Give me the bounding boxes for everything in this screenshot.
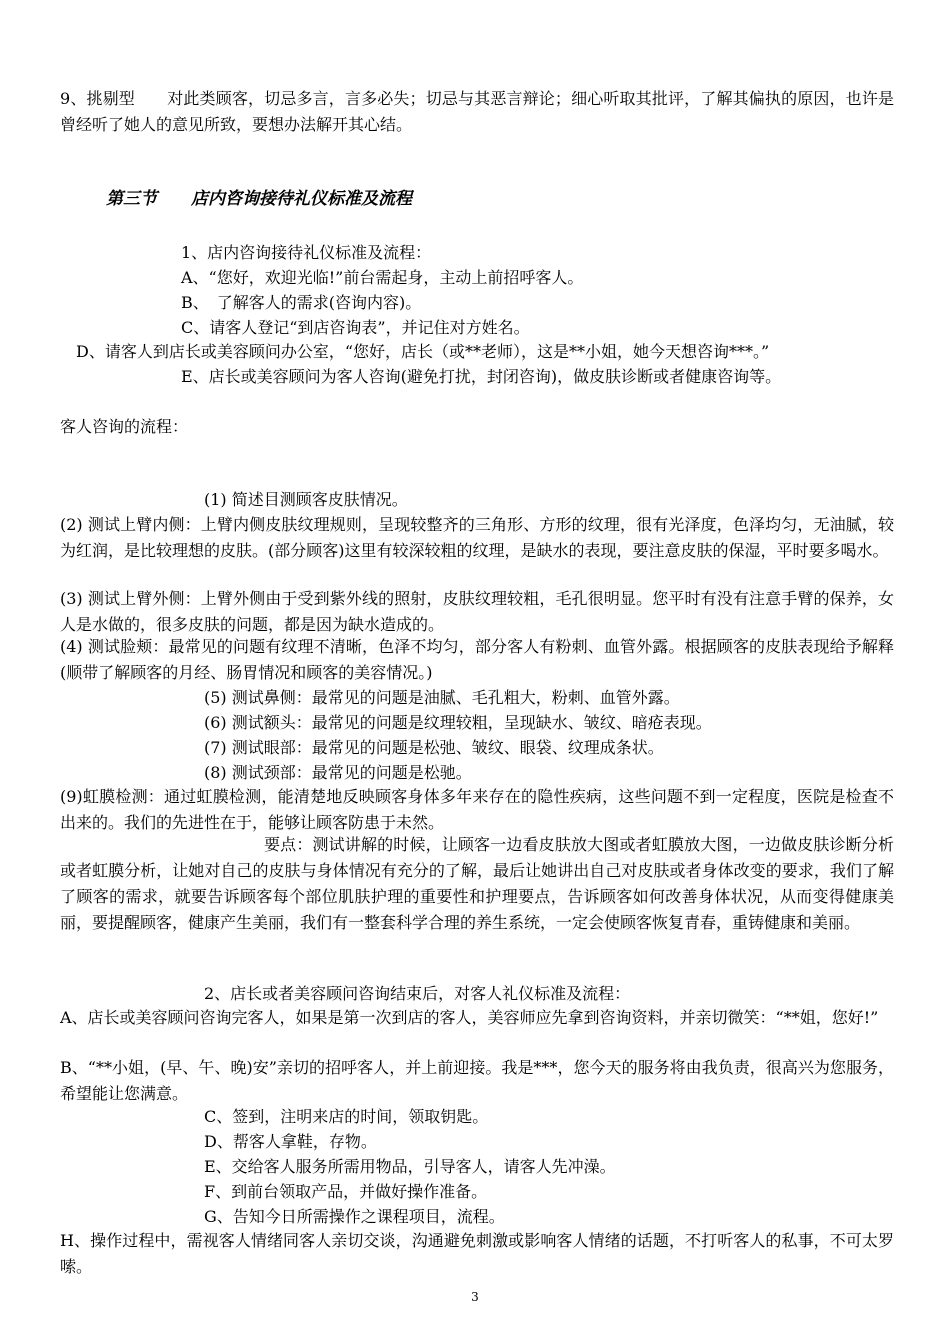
part2-item-g: G、告知今日所需操作之课程项目，流程。 (204, 1207, 505, 1226)
key-points-paragraph: 要点：测试讲解的时候，让顾客一边看皮肤放大图或者虹膜放大图，一边做皮肤诊断分析或者虹膜分析，让她对自己的皮肤与身体情况有充分的了解，最后让她讲出自己对皮肤或者身体改变的要求，我们了解了顾客的需求，就要告诉顾客每个部位肌肤护理的重要性和护理要点，告诉顾客如何改善身体状况，从而变得健康美丽，要提醒顾客，健康产生美丽，我们有一整套科学合理的养生系统，一定会使顾客恢复青春，重铸健康和美丽。 (60, 835, 894, 932)
flow-item-1: (1) 简述目测顾客皮肤情况。 (204, 490, 408, 509)
part2-item-a: A、店长或美容顾问咨询完客人，如果是第一次到店的客人，美容师应先拿到咨询资料，并亲切微笑：“**姐，您好!” (60, 1008, 879, 1027)
part1-item-c: C、请客人登记“到店咨询表”，并记住对方姓名。 (181, 318, 530, 337)
page-number: 3 (471, 1290, 479, 1304)
flow-item-7: (7) 测试眼部：最常见的问题是松弛、皱纹、眼袋、纹理成条状。 (204, 738, 664, 757)
part1-item-a: A、“您好，欢迎光临!”前台需起身，主动上前招呼客人。 (181, 268, 584, 287)
part1-item-b: B、 了解客人的需求(咨询内容)。 (181, 293, 422, 312)
flow-item-6: (6) 测试额头：最常见的问题是纹理较粗，呈现缺水、皱纹、暗疮表现。 (204, 713, 712, 732)
flow-title: 客人咨询的流程： (60, 417, 189, 436)
section-title: 第三节 店内咨询接待礼仪标准及流程 (106, 189, 412, 209)
part2-item-h: H、操作过程中，需视客人情绪同客人亲切交谈，沟通避免刺激或影响客人情绪的话题，不打听客人的私事，不可太罗嗦。 (60, 1231, 894, 1276)
part1-item-d: D、请客人到店长或美容顾问办公室，“您好，店长（或**老师），这是**小姐，她今天想咨询***。” (76, 342, 770, 361)
flow-item-3: (3) 测试上臂外侧：上臂外侧由于受到紫外线的照射，皮肤纹理较粗，毛孔很明显。您平时有没有注意手臂的保养，女人是水做的，很多皮肤的问题，都是因为缺水造成的。 (60, 589, 894, 634)
flow-item-9: (9)虹膜检测：通过虹膜检测，能清楚地反映顾客身体多年来存在的隐性疾病，这些问题不到一定程度，医院是检查不出来的。我们的先进性在于，能够让顾客防患于未然。 (60, 787, 894, 832)
part2-item-e: E、交给客人服务所需用物品，引导客人，请客人先冲澡。 (204, 1157, 616, 1176)
part2-item-d: D、帮客人拿鞋，存物。 (204, 1132, 377, 1151)
flow-item-5: (5) 测试鼻侧：最常见的问题是油腻、毛孔粗大，粉刺、血管外露。 (204, 688, 680, 707)
part1-title: 1、店内咨询接待礼仪标准及流程： (181, 243, 432, 262)
flow-item-2: (2) 测试上臂内侧：上臂内侧皮肤纹理规则，呈现较整齐的三角形、方形的纹理，很有光泽度，色泽均匀，无油腻，较为红润，是比较理想的皮肤。(部分顾客)这里有较深较粗的纹理，是缺水的表现，要注意皮肤的保湿，平时要多喝水。 (60, 515, 894, 560)
flow-item-8: (8) 测试颈部：最常见的问题是松驰。 (204, 763, 472, 782)
part2-item-b: B、“**小姐，(早、午、晚)安”亲切的招呼客人，并上前迎接。我是***，您今天的服务将由我负责，很高兴为您服务，希望能让您满意。 (60, 1058, 894, 1103)
part2-item-c: C、签到，注明来店的时间，领取钥匙。 (204, 1107, 489, 1126)
part2-item-f: F、到前台领取产品，并做好操作准备。 (204, 1182, 488, 1201)
flow-item-4: (4) 测试脸颊：最常见的问题有纹理不清晰，色泽不均匀，部分客人有粉刺、血管外露。根据顾客的皮肤表现给予解释(顺带了解顾客的月经、肠胃情况和顾客的美容情况。) (60, 637, 894, 682)
part1-item-e: E、店长或美容顾问为客人咨询(避免打扰，封闭咨询)，做皮肤诊断或者健康咨询等。 (181, 367, 782, 386)
type-9-paragraph: 9、挑剔型 对此类顾客，切忌多言，言多必失；切忌与其恶言辩论；细心听取其批评，了解其偏执的原因，也许是曾经听了她人的意见所致，要想办法解开其心结。 (60, 89, 894, 134)
part2-title: 2、店长或者美容顾问咨询结束后，对客人礼仪标准及流程： (204, 984, 631, 1003)
